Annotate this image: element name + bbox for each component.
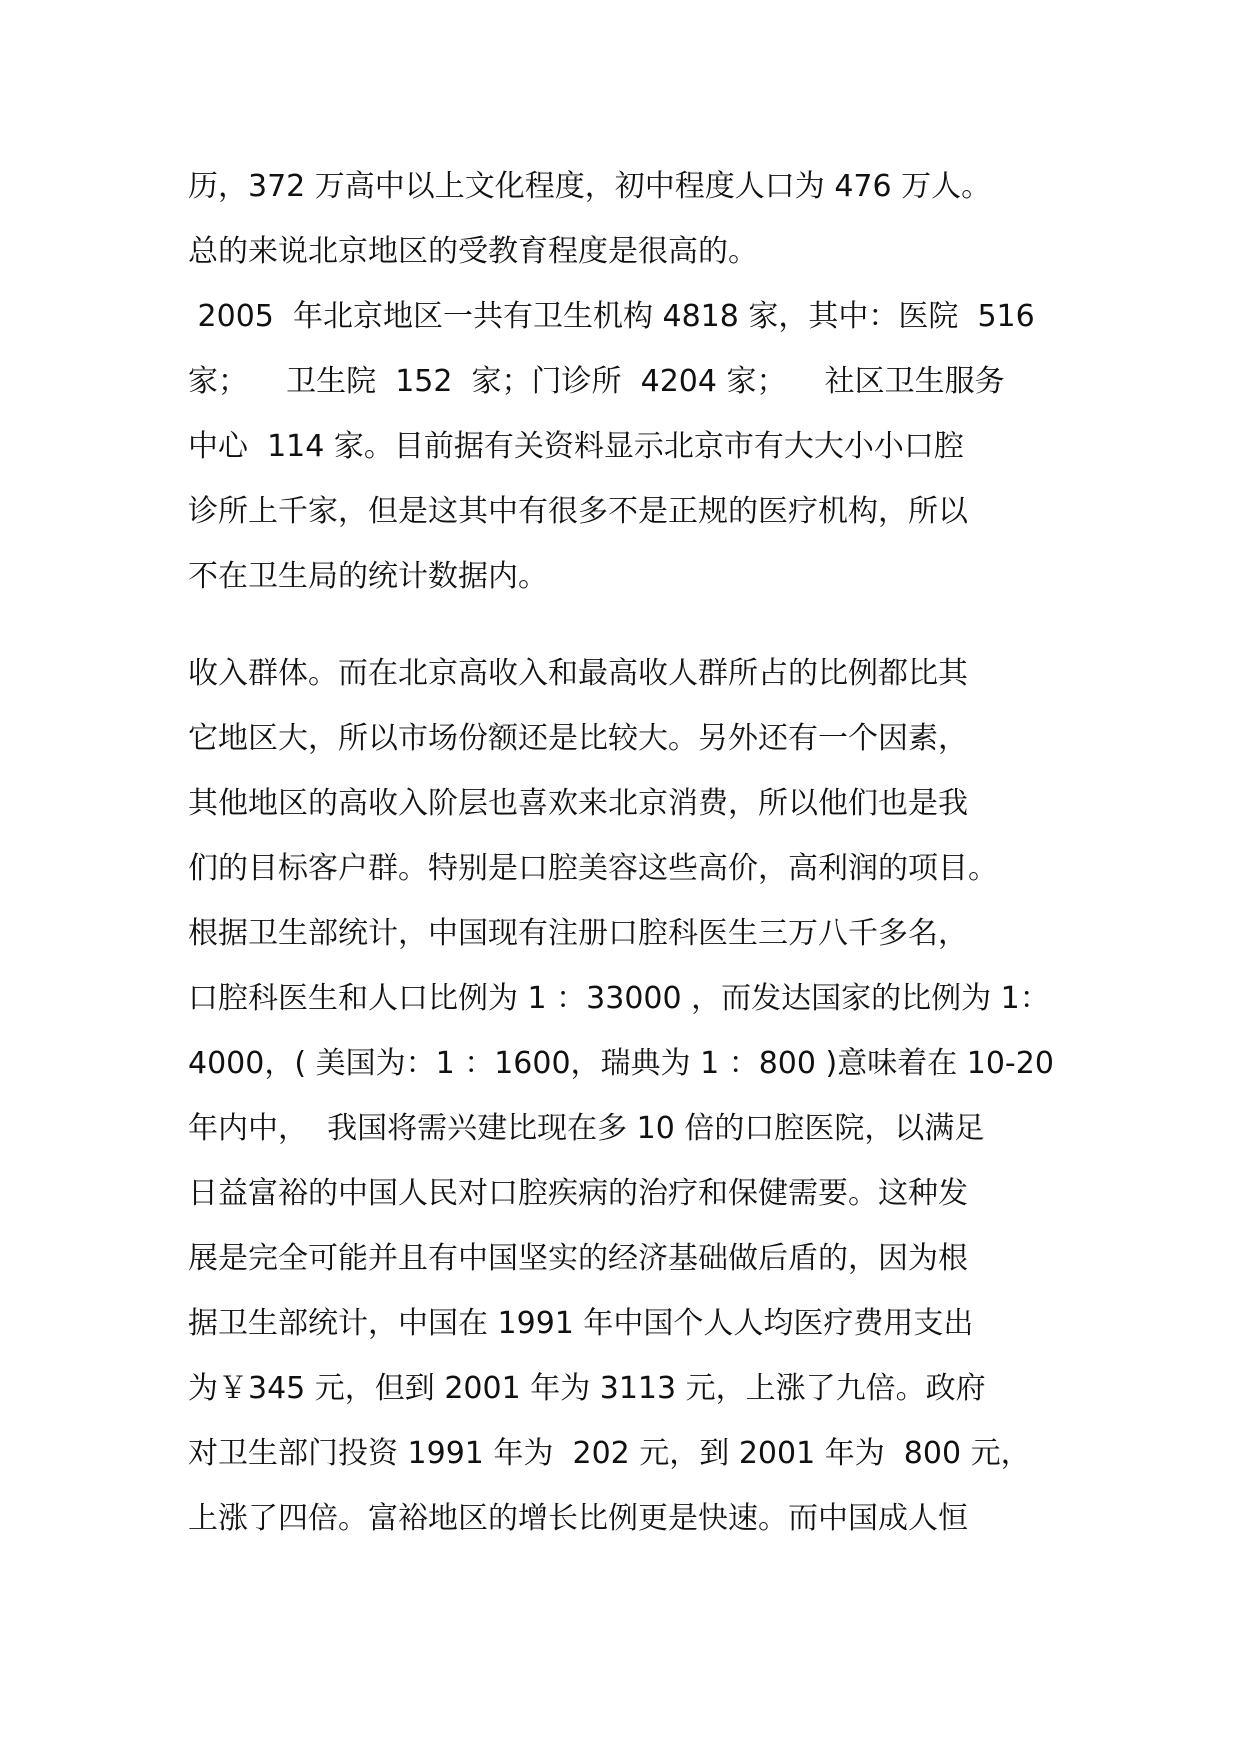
- paragraph-education: [188, 154, 1068, 284]
- text-line: 历，372 万高中以上文化程度，初中程度人口为 476 万人。: [188, 169, 992, 204]
- text-line: 展是完全可能并且有中国坚实的经济基础做后盾的，因为根: [188, 1241, 968, 1276]
- text-line: 中心 114 家。目前据有关资料显示北京市有大大小小口腔: [188, 429, 964, 464]
- text-line: 收入群体。而在北京高收入和最高收人群所占的比例都比其: [188, 656, 968, 691]
- text-line: 口腔科医生和人口比例为 1 ：33000 ，而发达国家的比例为 1：: [188, 981, 1050, 1016]
- text-line: 根据卫生部统计，中国现有注册口腔科医生三万八千多名，: [188, 916, 968, 951]
- text-line: 4000，( 美国为：1 ：1600，瑞典为 1 ：800 )意味着在 10-20: [188, 1046, 1054, 1081]
- text-line: 2005 年北京地区一共有卫生机构 4818 家，其中：医院 516: [188, 299, 1035, 334]
- text-line: 据卫生部统计，中国在 1991 年中国个人人均医疗费用支出: [188, 1306, 974, 1341]
- text-line: 它地区大，所以市场份额还是比较大。另外还有一个因素，: [188, 721, 968, 756]
- text-line: 家； 卫生院 152 家；门诊所 4204 家； 社区卫生服务: [188, 364, 1005, 399]
- paragraph-income-market: [188, 641, 1068, 1551]
- text-line: 为￥345 元，但到 2001 年为 3113 元，上涨了九倍。政府: [188, 1371, 986, 1406]
- text-line: 其他地区的高收入阶层也喜欢来北京消费，所以他们也是我: [188, 786, 968, 821]
- text-line: 们的目标客户群。特别是口腔美容这些高价，高利润的项目。: [188, 851, 998, 886]
- text-line: 上涨了四倍。富裕地区的增长比例更是快速。而中国成人恒: [188, 1501, 968, 1536]
- text-line: 年内中， 我国将需兴建比现在多 10 倍的口腔医院，以满足: [188, 1111, 985, 1146]
- text-line: 日益富裕的中国人民对口腔疾病的治疗和保健需要。这种发: [188, 1176, 968, 1211]
- text-line: 对卫生部门投资 1991 年为 202 元，到 2001 年为 800 元，: [188, 1436, 1031, 1471]
- text-line: 不在卫生局的统计数据内。: [188, 559, 548, 594]
- paragraph-health-institutions: [188, 284, 1068, 609]
- text-line: 诊所上千家，但是这其中有很多不是正规的医疗机构，所以: [188, 494, 968, 529]
- text-line: 总的来说北京地区的受教育程度是很高的。: [188, 234, 758, 269]
